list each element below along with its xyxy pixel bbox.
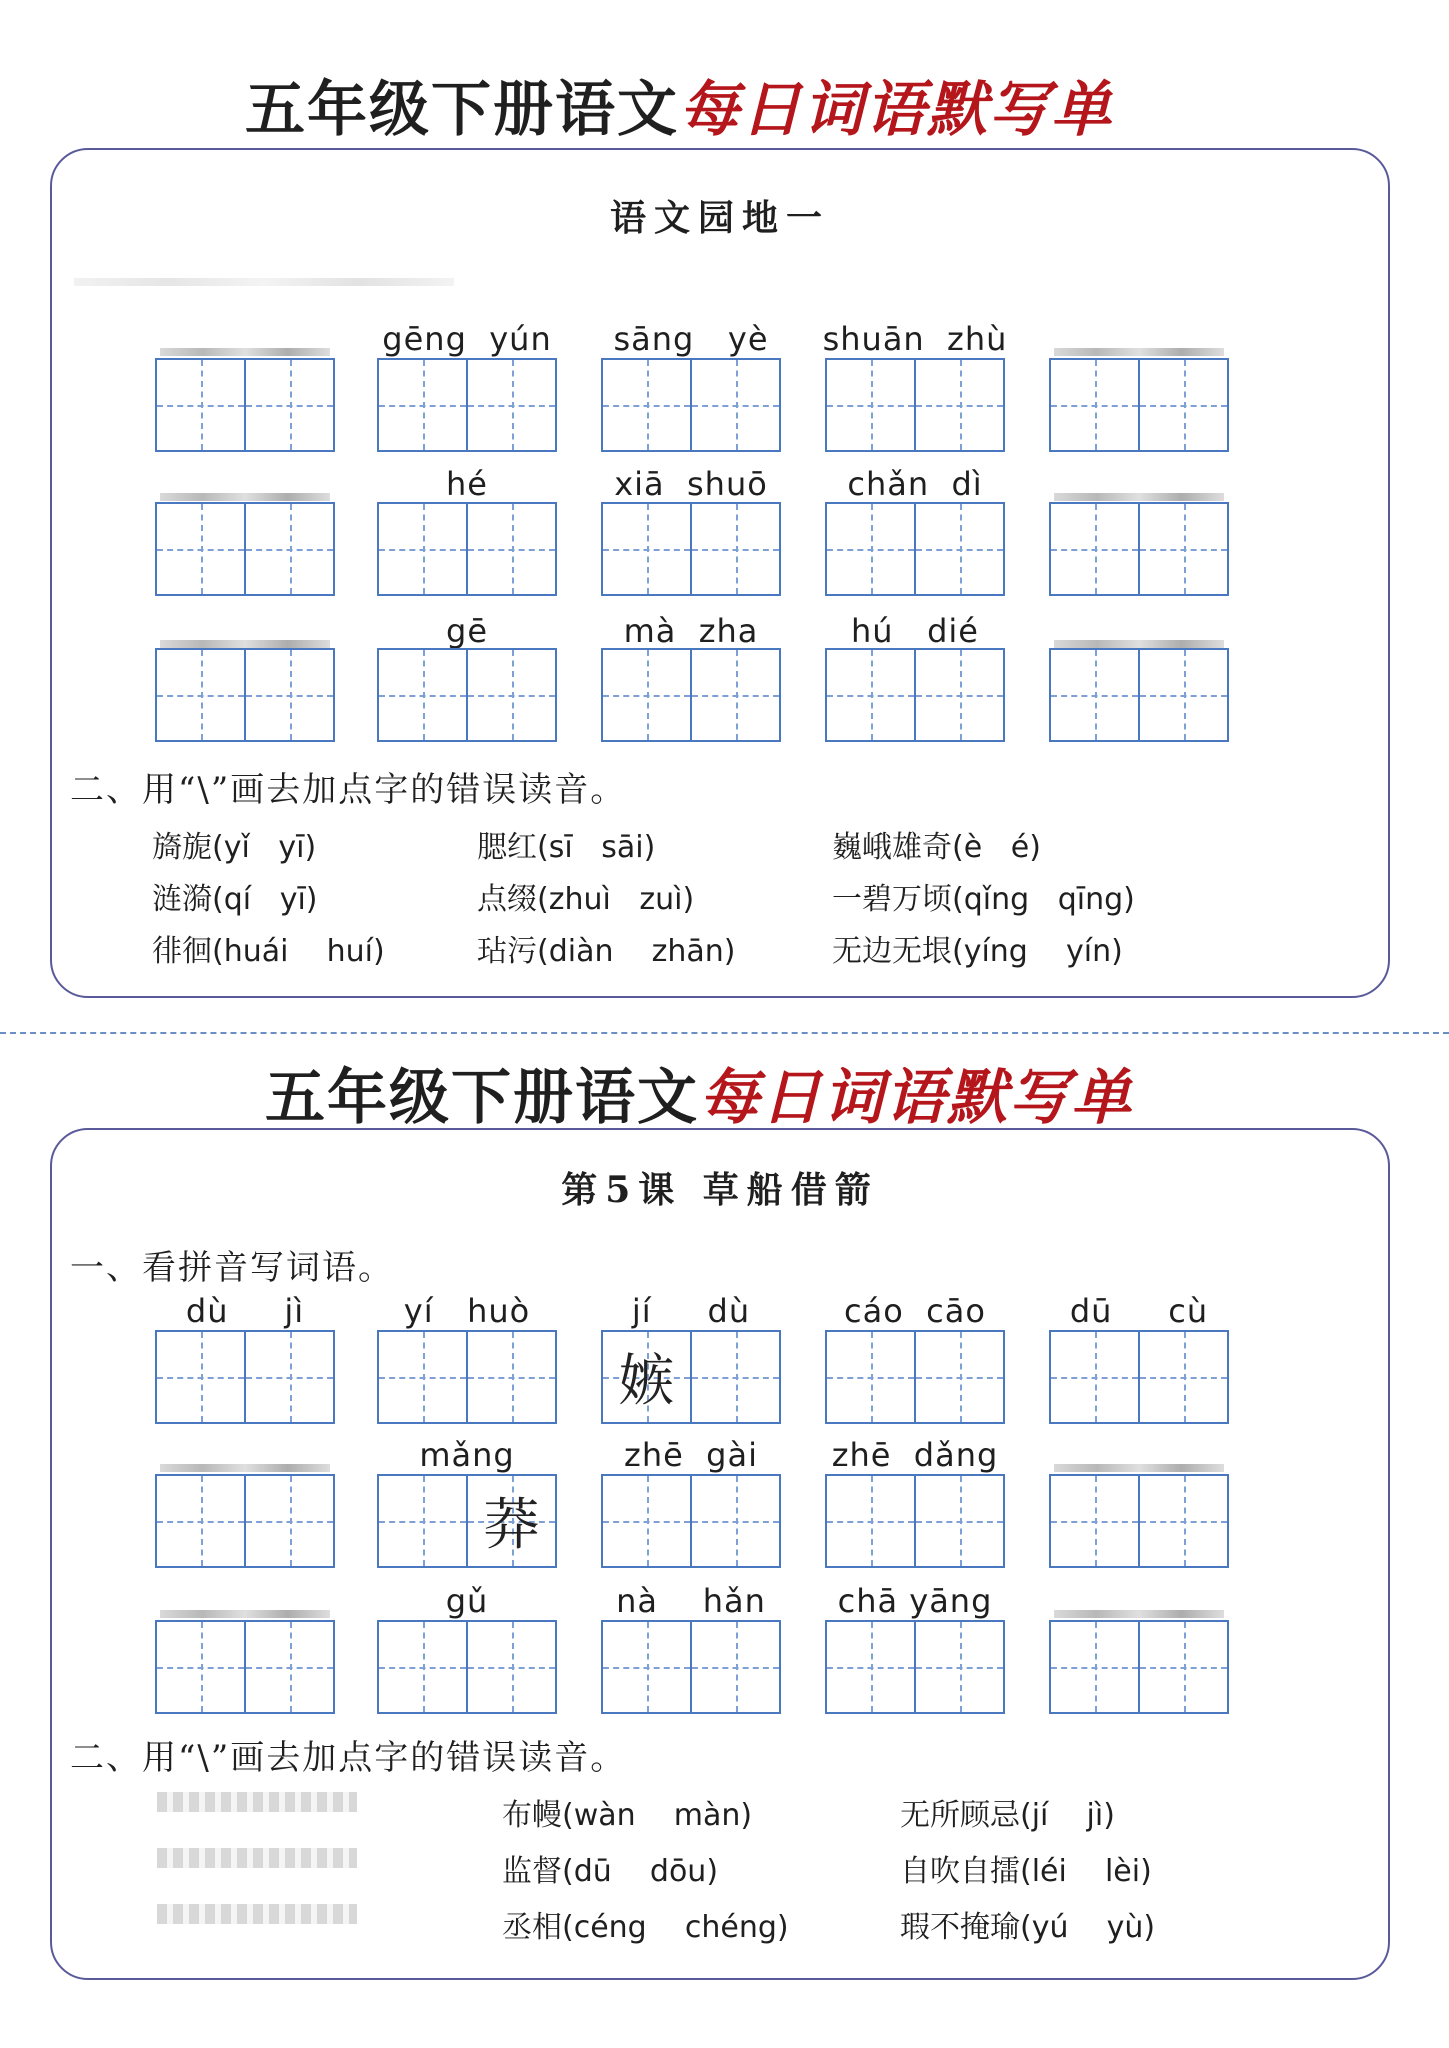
writing-box[interactable]: [601, 1330, 781, 1424]
tian-cell[interactable]: [690, 1622, 779, 1712]
writing-box[interactable]: [155, 1474, 335, 1568]
writing-box[interactable]: [377, 1474, 557, 1568]
pinyin-label: shuān zhù: [822, 320, 1008, 358]
writing-box[interactable]: [155, 1620, 335, 1714]
title-part1: 五年级下册语文: [245, 75, 679, 145]
writing-box[interactable]: [377, 1330, 557, 1424]
writing-box[interactable]: [825, 648, 1005, 742]
tian-cell[interactable]: [1051, 1476, 1138, 1566]
tian-cell[interactable]: [914, 360, 1003, 450]
pinyin-label: zhē dǎng: [831, 1436, 999, 1474]
tian-cell[interactable]: [603, 504, 690, 594]
card1-section2-title: 二、用“\”画去加点字的错误读音。: [70, 770, 627, 810]
tian-cell[interactable]: [690, 504, 779, 594]
pinyin-label: gǔ: [445, 1582, 489, 1620]
reading-item: 点缀(zhuì zuì): [477, 882, 695, 917]
tian-cell[interactable]: [690, 360, 779, 450]
tian-cell[interactable]: [827, 650, 914, 740]
writing-box[interactable]: [377, 648, 557, 742]
writing-box[interactable]: [601, 358, 781, 452]
tian-cell[interactable]: [244, 360, 333, 450]
blurred-pinyin: [1054, 348, 1224, 356]
writing-box[interactable]: [377, 358, 557, 452]
pinyin-label: jí dù: [631, 1292, 751, 1330]
reading-item: 旖旎(yǐ yī): [152, 830, 317, 865]
tian-cell[interactable]: [244, 1476, 333, 1566]
reading-item: 自吹自擂(léi lèi): [900, 1854, 1152, 1889]
tian-cell[interactable]: [244, 504, 333, 594]
writing-box[interactable]: [155, 358, 335, 452]
tian-cell[interactable]: [157, 504, 244, 594]
pinyin-label: cáo cāo: [844, 1292, 986, 1330]
pinyin-label: sāng yè: [613, 320, 769, 358]
blurred-pinyin: [160, 640, 330, 648]
blurred-pinyin: [1054, 1464, 1224, 1472]
blurred-reading-item: [157, 1848, 357, 1868]
tian-cell[interactable]: [1051, 1622, 1138, 1712]
tian-cell[interactable]: [244, 650, 333, 740]
tian-cell[interactable]: [603, 1476, 690, 1566]
reading-item: 徘徊(huái huí): [152, 934, 385, 969]
writing-box[interactable]: [601, 1474, 781, 1568]
blurred-pinyin: [160, 348, 330, 356]
reading-item: 涟漪(qí yī): [152, 882, 318, 917]
reading-item: 丞相(céng chéng): [502, 1910, 789, 1945]
pinyin-label: mǎng: [419, 1436, 515, 1474]
tian-cell[interactable]: [1138, 1476, 1227, 1566]
card1-heading: 语文园地一: [609, 197, 830, 239]
pinyin-label: chǎn dì: [847, 465, 983, 503]
tian-cell[interactable]: [379, 504, 466, 594]
tian-cell[interactable]: [690, 1332, 779, 1422]
writing-box[interactable]: [601, 1620, 781, 1714]
writing-box[interactable]: [1049, 358, 1229, 452]
tian-cell[interactable]: [466, 504, 555, 594]
tian-cell[interactable]: [379, 360, 466, 450]
tian-cell[interactable]: [827, 504, 914, 594]
writing-box[interactable]: [1049, 1474, 1229, 1568]
tian-cell[interactable]: [1138, 1622, 1227, 1712]
card2-section1-title: 一、看拼音写词语。: [70, 1248, 394, 1288]
pinyin-label: hé: [446, 465, 488, 503]
tian-cell[interactable]: [1138, 1332, 1227, 1422]
sheet-title-1: [245, 62, 1113, 148]
pinyin-label: dù jì: [185, 1292, 305, 1330]
blurred-pinyin: [1054, 1610, 1224, 1618]
tian-cell[interactable]: [157, 1622, 244, 1712]
pinyin-label: gēng yún: [382, 320, 552, 358]
cut-divider: [0, 1032, 1449, 1034]
tian-cell[interactable]: [827, 360, 914, 450]
tian-cell[interactable]: [603, 1622, 690, 1712]
writing-box[interactable]: [825, 1474, 1005, 1568]
tian-cell[interactable]: [603, 650, 690, 740]
blurred-pinyin: [160, 493, 330, 501]
blurred-pinyin: [1054, 493, 1224, 501]
writing-box[interactable]: [825, 1620, 1005, 1714]
tian-cell[interactable]: [1051, 504, 1138, 594]
title-part2: 每日词语默写单: [699, 1063, 1133, 1133]
reading-item: 巍峨雄奇(è é): [832, 830, 1041, 865]
tian-cell[interactable]: [1051, 1332, 1138, 1422]
tian-cell[interactable]: [914, 1622, 1003, 1712]
reading-item: 玷污(diàn zhān): [477, 934, 736, 969]
pinyin-label: mà zha: [623, 612, 759, 650]
tian-cell[interactable]: [466, 1622, 555, 1712]
pinyin-label: nà hǎn: [616, 1582, 766, 1620]
tian-cell[interactable]: [827, 1476, 914, 1566]
pinyin-label: zhē gài: [624, 1436, 758, 1474]
pinyin-label: yí huò: [403, 1292, 531, 1330]
writing-box[interactable]: [155, 502, 335, 596]
blurred-pinyin: [1054, 640, 1224, 648]
tian-cell[interactable]: [1051, 360, 1138, 450]
tian-cell[interactable]: [1138, 360, 1227, 450]
worksheet-card-2: [50, 1128, 1390, 1980]
tian-cell[interactable]: [379, 1332, 466, 1422]
reading-item: 腮红(sī sāi): [477, 830, 656, 865]
title-part1: 五年级下册语文: [265, 1063, 699, 1133]
tian-cell[interactable]: [157, 650, 244, 740]
writing-box[interactable]: [601, 648, 781, 742]
writing-box[interactable]: [155, 648, 335, 742]
tian-cell[interactable]: [914, 1332, 1003, 1422]
written-character: 嫉: [618, 1349, 675, 1414]
tian-cell[interactable]: [914, 650, 1003, 740]
reading-item: 无所顾忌(jí jì): [900, 1798, 1115, 1833]
tian-cell[interactable]: [914, 504, 1003, 594]
blurred-section1-label: [74, 278, 454, 286]
writing-box[interactable]: [825, 358, 1005, 452]
writing-box[interactable]: [825, 1330, 1005, 1424]
blurred-pinyin: [160, 1610, 330, 1618]
blurred-pinyin: [160, 1464, 330, 1472]
tian-cell[interactable]: [466, 360, 555, 450]
reading-item: 监督(dū dōu): [502, 1854, 719, 1889]
tian-cell[interactable]: [379, 1622, 466, 1712]
pinyin-label: hú dié: [851, 612, 979, 650]
card2-heading: 第5课 草船借箭: [561, 1169, 879, 1211]
writing-box[interactable]: [1049, 648, 1229, 742]
writing-box[interactable]: [377, 1620, 557, 1714]
reading-item: 瑕不掩瑜(yú yù): [900, 1910, 1156, 1945]
tian-cell[interactable]: [157, 360, 244, 450]
tian-cell[interactable]: [1051, 650, 1138, 740]
reading-item: 一碧万顷(qǐng qīng): [832, 882, 1135, 917]
worksheet-card-1: [50, 148, 1390, 998]
blurred-reading-item: [157, 1792, 357, 1812]
tian-cell[interactable]: [690, 650, 779, 740]
tian-cell[interactable]: [827, 1332, 914, 1422]
title-part2: 每日词语默写单: [679, 75, 1113, 145]
tian-cell[interactable]: [379, 650, 466, 740]
tian-cell[interactable]: [690, 1476, 779, 1566]
pinyin-label: gē: [446, 612, 488, 650]
writing-box[interactable]: [1049, 1620, 1229, 1714]
tian-cell[interactable]: [827, 1622, 914, 1712]
writing-box[interactable]: [377, 502, 557, 596]
writing-box[interactable]: [155, 1330, 335, 1424]
sheet-title-2: [265, 1050, 1133, 1136]
pinyin-label: chā yāng: [837, 1582, 993, 1620]
pinyin-label: xiā shuō: [614, 465, 768, 503]
reading-item: 布幔(wàn màn): [502, 1798, 753, 1833]
blurred-reading-item: [157, 1904, 357, 1924]
tian-cell[interactable]: [379, 1476, 466, 1566]
tian-cell[interactable]: [466, 1332, 555, 1422]
writing-box[interactable]: [1049, 502, 1229, 596]
writing-box[interactable]: [601, 502, 781, 596]
tian-cell[interactable]: [1138, 650, 1227, 740]
pinyin-label: dū cù: [1069, 1292, 1209, 1330]
tian-cell[interactable]: [466, 650, 555, 740]
tian-cell[interactable]: [914, 1476, 1003, 1566]
tian-cell[interactable]: [157, 1476, 244, 1566]
reading-item: 无边无垠(yíng yín): [832, 934, 1123, 969]
writing-box[interactable]: [1049, 1330, 1229, 1424]
tian-cell[interactable]: [244, 1622, 333, 1712]
card2-section2-title: 二、用“\”画去加点字的错误读音。: [70, 1738, 627, 1778]
written-character: 莽: [483, 1493, 540, 1558]
tian-cell[interactable]: [244, 1332, 333, 1422]
tian-cell[interactable]: [466, 1476, 555, 1566]
tian-cell[interactable]: [603, 1332, 690, 1422]
tian-cell[interactable]: [157, 1332, 244, 1422]
tian-cell[interactable]: [603, 360, 690, 450]
writing-box[interactable]: [825, 502, 1005, 596]
tian-cell[interactable]: [1138, 504, 1227, 594]
